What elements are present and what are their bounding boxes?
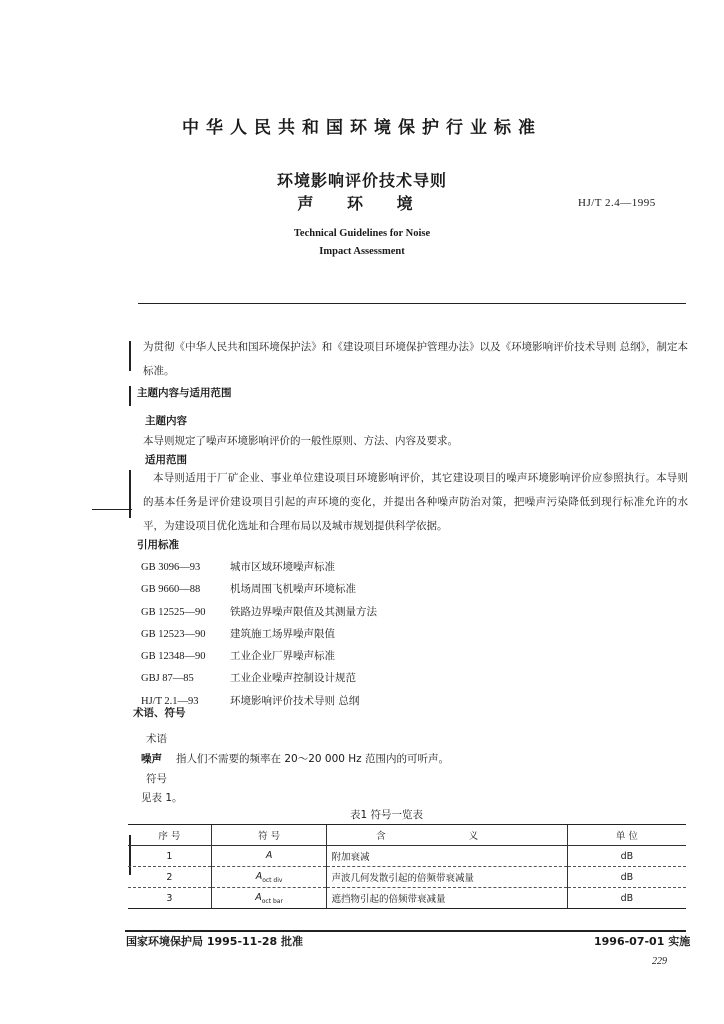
table-row	[128, 888, 686, 909]
cell-meaning: 遮挡物引起的倍频带衰减量	[327, 888, 567, 909]
page-number: 229	[652, 956, 667, 967]
reference-item	[141, 581, 377, 603]
scan-edge-mark	[129, 470, 131, 518]
english-title-line1: Technical Guidelines for Noise	[293, 228, 431, 239]
col-header-unit: 单 位	[567, 825, 686, 846]
section-1-2-heading: 适用范围	[145, 454, 187, 466]
reference-code: GB 12523—90	[141, 628, 206, 640]
table-row	[128, 867, 686, 888]
standard-category: 中华人民共和国环境保护行业标准	[182, 118, 542, 138]
section-3-2-text: 见表 1。	[141, 792, 183, 804]
term-text: 指人们不需要的频率在 20～20 000 Hz 范围内的可听声。	[176, 753, 450, 765]
section-1-1-text: 本导则规定了噪声环境影响评价的一般性原则、方法、内容及要求。	[143, 435, 458, 447]
scan-edge-mark	[129, 341, 131, 371]
section-1-heading: 主题内容与适用范围	[137, 387, 232, 399]
implementation-date: 1996-07-01 实施	[594, 935, 691, 948]
cell-meaning: 声波几何发散引起的倍频带衰减量	[327, 867, 567, 888]
reference-item	[141, 604, 377, 626]
reference-list	[141, 559, 377, 715]
term-name: 噪声	[141, 753, 162, 765]
cell-no: 3	[128, 888, 211, 909]
symbol-main: A	[255, 891, 262, 903]
term-definition	[141, 751, 449, 766]
section-2-heading: 引用标准	[137, 539, 179, 551]
reference-name: 城市区域环境噪声标准	[230, 561, 335, 573]
table-header-row	[128, 825, 686, 846]
col-header-meaning: 含 义	[327, 825, 567, 846]
cell-unit: dB	[567, 888, 686, 909]
reference-item	[141, 648, 377, 670]
table-caption: 表1 符号一览表	[350, 809, 424, 821]
symbol-table	[128, 824, 686, 909]
col-header-no: 序 号	[128, 825, 211, 846]
section-3-2-heading: 符号	[146, 773, 167, 785]
cell-symbol	[211, 888, 327, 909]
scan-edge-mark	[92, 509, 132, 510]
reference-name: 工业企业噪声控制设计规范	[230, 672, 356, 685]
symbol-subscript: oct bar	[261, 897, 283, 905]
section-1-2-text: 本导则适用于厂矿企业、事业单位建设项目环境影响评价，其它建设项目的噪声环境影响评价应参照执行。本导则的基本任务是评价建设项目引起的声环境的变化，并提出各种噪声防治对策，把噪声污染降低到现行标准允许的水平，为建设项目优化选址和合理布局以及城市规划提供科学依据。	[143, 472, 688, 532]
footer-divider	[125, 930, 686, 932]
symbol-main: A	[255, 870, 263, 882]
section-3-heading: 术语、符号	[133, 707, 186, 719]
reference-code: GBJ 87—85	[141, 673, 194, 685]
reference-item	[141, 559, 377, 581]
col-header-symbol: 符 号	[211, 825, 327, 846]
intro-paragraph: 为贯彻《中华人民共和国环境保护法》和《建设项目环境保护管理办法》以及《环境影响评价技术导则 总纲》，制定本标准。	[143, 341, 688, 377]
reference-code: GB 12525—90	[141, 606, 206, 618]
scan-edge-mark	[129, 386, 131, 406]
reference-code: GB 3096—93	[141, 562, 201, 573]
cell-unit: dB	[567, 846, 686, 867]
section-1-1-heading: 主题内容	[145, 415, 187, 427]
cell-meaning: 附加衰减	[327, 846, 567, 867]
reference-item	[141, 626, 377, 648]
title-divider	[138, 303, 686, 304]
cell-unit: dB	[567, 867, 686, 888]
cell-no: 2	[128, 867, 211, 888]
table-row	[128, 846, 686, 867]
reference-code: GB 12348—90	[141, 651, 206, 663]
reference-item	[141, 670, 377, 692]
cell-symbol	[211, 867, 327, 888]
document-title: 环境影响评价技术导则	[276, 171, 447, 190]
reference-name: 建筑施工场界噪声限值	[230, 627, 335, 640]
reference-name: 机场周围飞机噪声环境标准	[230, 583, 356, 596]
reference-name: 环境影响评价技术导则 总纲	[230, 694, 360, 707]
section-3-1-heading: 术语	[146, 733, 167, 745]
document-subtitle: 声 环 境	[297, 194, 427, 213]
english-title-line2: Impact Assessment	[319, 246, 405, 257]
cell-no: 1	[128, 846, 211, 867]
cell-symbol	[211, 846, 327, 867]
symbol-subscript: oct div	[262, 876, 283, 884]
approval-date: 国家环境保护局 1995-11-28 批准	[126, 935, 304, 948]
reference-code: HJ/T 2.1—93	[141, 695, 199, 707]
reference-code: GB 9660—88	[141, 584, 201, 596]
reference-name: 工业企业厂界噪声标准	[230, 650, 335, 663]
reference-name: 铁路边界噪声限值及其测量方法	[230, 605, 377, 618]
symbol-main: A	[265, 849, 273, 861]
standard-code: HJ/T 2.4—1995	[578, 197, 656, 209]
